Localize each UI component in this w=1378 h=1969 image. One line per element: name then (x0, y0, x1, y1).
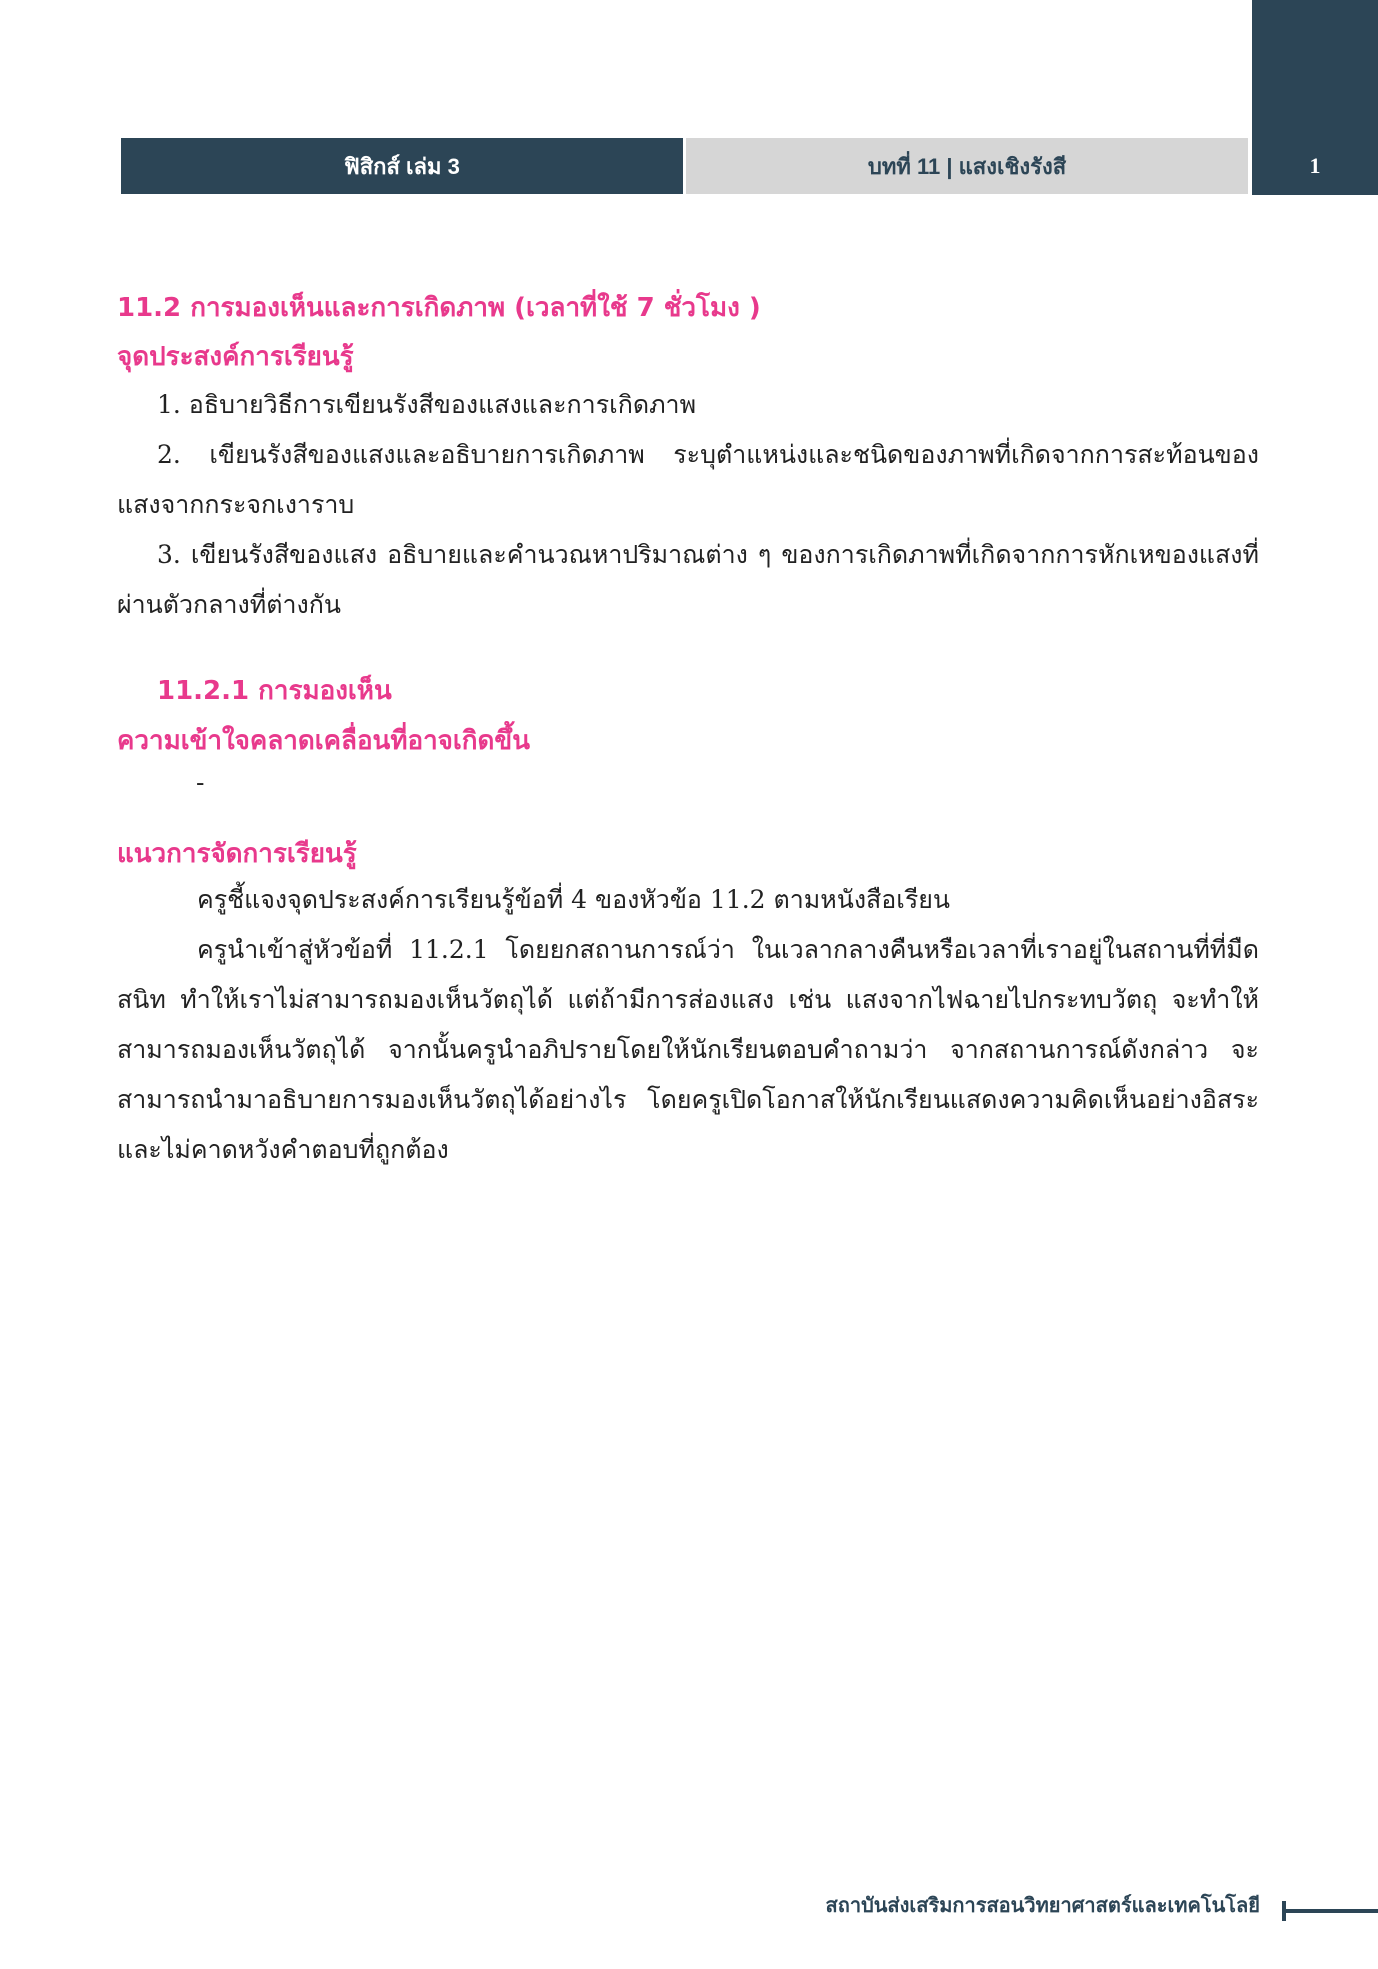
section-title: 11.2 การมองเห็นและการเกิดภาพ (เวลาที่ใช้ 7 ชั่วโมง ) (117, 293, 761, 323)
objective-item-2: 2. เขียนรังสีของแสงและอธิบายการเกิดภาพ ระบุตำแหน่งและชนิดของภาพที่เกิดจากการสะท้อนของแสงจากกระจกเงาราบ (117, 440, 1259, 519)
approach-paragraph-2: ครูนำเข้าสู่หัวข้อที่ 11.2.1 โดยยกสถานการณ์ว่า ในเวลากลางคืนหรือเวลาที่เราอยู่ในสถานที่ที่มืดสนิท ทำให้เราไม่สามารถมองเห็นวัตถุได้ แต่ถ้ามีการส่องแสง เช่น แสงจากไฟฉายไปกระทบวัตถุ จะทำให้สามารถมองเห็นวัตถุได้ จากนั้นครูนำอภิปรายโดยให้นักเรียนตอบคำถามว่า จากสถานการณ์ดังกล่าว จะสามารถนำมาอธิบายการมองเห็นวัตถุได้อย่างไร โดยครูเปิดโอกาสให้นักเรียนแสดงความคิดเห็นอย่างอิสระและไม่คาดหวังคำตอบที่ถูกต้อง (117, 935, 1259, 1164)
misconception-value: - (196, 768, 205, 797)
chapter-title: บทที่ 11 | แสงเชิงรังสี (686, 138, 1248, 194)
approach-paragraph-1: ครูชี้แจงจุดประสงค์การเรียนรู้ข้อที่ 4 ของหัวข้อ 11.2 ตามหนังสือเรียน (197, 885, 951, 914)
approach-heading: แนวการจัดการเรียนรู้ (117, 839, 357, 869)
objectives-heading: จุดประสงค์การเรียนรู้ (117, 342, 354, 372)
footer-institution: สถาบันส่งเสริมการสอนวิทยาศาสตร์และเทคโนโลยี (825, 1893, 1260, 1917)
subsection-title: 11.2.1 การมองเห็น (157, 676, 392, 706)
misconception-heading: ความเข้าใจคลาดเคลื่อนที่อาจเกิดขึ้น (117, 726, 530, 756)
book-title: ฟิสิกส์ เล่ม 3 (121, 138, 683, 194)
footer-line (1284, 1909, 1378, 1913)
objective-item-3: 3. เขียนรังสีของแสง อธิบายและคำนวณหาปริมาณต่าง ๆ ของการเกิดภาพที่เกิดจากการหักเหของแสงที่ผ่านตัวกลางที่ต่างกัน (117, 540, 1259, 619)
objective-item-1: 1. อธิบายวิธีการเขียนรังสีของแสงและการเกิดภาพ (157, 390, 697, 419)
page-number: 1 (1309, 153, 1321, 178)
